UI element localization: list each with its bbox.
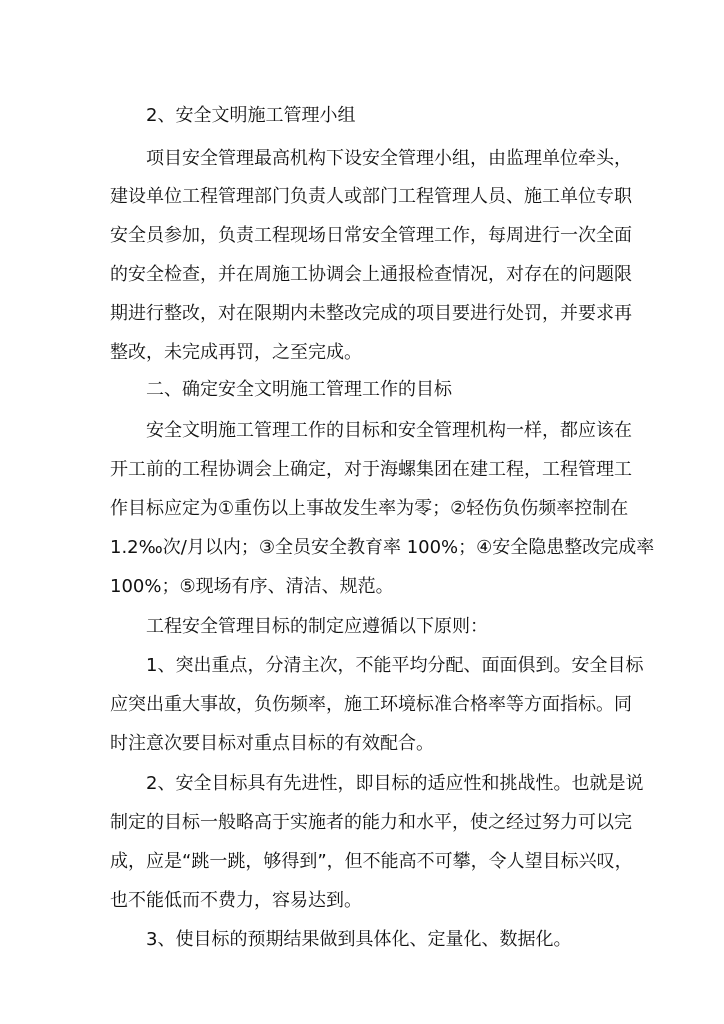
paragraph-line: 开工前的工程协调会上确定，对于海螺集团在建工程，工程管理工: [110, 459, 632, 480]
paragraph-line: 安全文明施工管理工作的目标和安全管理机构一样，都应该在: [146, 420, 632, 441]
paragraph-line: 的安全检查，并在周施工协调会上通报检查情况，对存在的问题限: [110, 264, 632, 285]
paragraph-line: 制定的目标一般略高于实施者的能力和水平，使之经过努力可以完: [110, 812, 632, 833]
paragraph-line: 期进行整改，对在限期内未整改完成的项目要进行处罚，并要求再: [110, 303, 632, 324]
section-heading-goals: 二、确定安全文明施工管理工作的目标: [146, 379, 452, 400]
section-heading-safety-team: 2、安全文明施工管理小组: [146, 105, 356, 126]
paragraph-line: 建设单位工程管理部门负责人或部门工程管理人员、施工单位专职: [110, 186, 632, 207]
paragraph-line: 作目标应定为①重伤以上事故发生率为零；②轻伤负伤频率控制在: [110, 498, 629, 519]
paragraph-line: 2、安全目标具有先进性，即目标的适应性和挑战性。也就是说: [146, 773, 644, 794]
paragraph-line: 也不能低而不费力，容易达到。: [110, 890, 362, 911]
paragraph-line: 时注意次要目标对重点目标的有效配合。: [110, 733, 434, 754]
paragraph-line: 成，应是“跳一跳，够得到”，但不能高不可攀，令人望目标兴叹，: [110, 851, 633, 872]
principles-intro: 工程安全管理目标的制定应遵循以下原则：: [146, 616, 488, 637]
paragraph-line: 项目安全管理最高机构下设安全管理小组，由监理单位牵头，: [146, 148, 632, 169]
paragraph-line: 3、使目标的预期结果做到具体化、定量化、数据化。: [146, 929, 572, 950]
paragraph-line: 应突出重大事故，负伤频率，施工环境标准合格率等方面指标。同: [110, 694, 632, 715]
paragraph-line: 1.2‰次/月以内；③全员安全教育率 100%；④安全隐患整改完成率: [110, 537, 655, 558]
paragraph-line: 100%；⑤现场有序、清洁、规范。: [110, 576, 394, 597]
paragraph-line: 安全员参加，负责工程现场日常安全管理工作，每周进行一次全面: [110, 225, 632, 246]
paragraph-line: 整改，未完成再罚，之至完成。: [110, 342, 362, 363]
paragraph-line: 1、突出重点，分清主次，不能平均分配、面面俱到。安全目标: [146, 655, 644, 676]
